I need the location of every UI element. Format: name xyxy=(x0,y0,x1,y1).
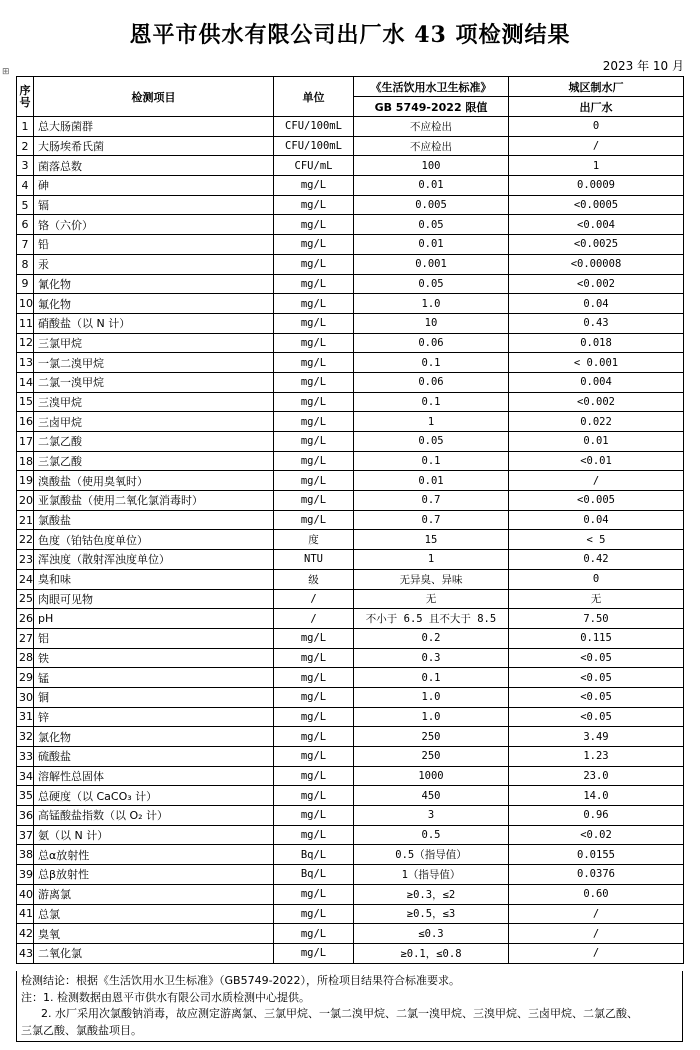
row-no: 34 xyxy=(17,766,34,786)
note-2-line-1: 2. 水厂采用次氯酸钠消毒，故应测定游离氯、三氯甲烷、一氯二溴甲烷、二氯一溴甲烷、三溴甲烷、三卤甲烷、二氯乙酸、 xyxy=(41,1007,638,1020)
row-limit: 3 xyxy=(354,806,509,826)
row-no: 10 xyxy=(17,294,34,314)
row-unit: mg/L xyxy=(274,235,354,255)
table-row xyxy=(17,530,684,550)
header-no: 序号 xyxy=(17,77,34,117)
row-unit: Bq/L xyxy=(274,865,354,885)
table-row xyxy=(17,865,684,885)
row-result: <0.05 xyxy=(509,707,684,727)
table-row xyxy=(17,687,684,707)
row-limit: 0.7 xyxy=(354,491,509,511)
row-limit: 0.05 xyxy=(354,274,509,294)
row-unit: mg/L xyxy=(274,432,354,452)
row-unit: mg/L xyxy=(274,491,354,511)
row-limit: 10 xyxy=(354,313,509,333)
row-result: / xyxy=(509,136,684,156)
row-no: 33 xyxy=(17,747,34,767)
table-row xyxy=(17,471,684,491)
row-unit: mg/L xyxy=(274,766,354,786)
row-limit: 1 xyxy=(354,412,509,432)
row-item: 亚氯酸盐（使用二氧化氯消毒时） xyxy=(34,491,274,511)
row-unit: mg/L xyxy=(274,274,354,294)
row-limit: 无异臭、异味 xyxy=(354,569,509,589)
row-no: 21 xyxy=(17,510,34,530)
report-date: 2023 年 10 月 xyxy=(602,59,684,73)
row-item: 铝 xyxy=(34,628,274,648)
row-no: 29 xyxy=(17,668,34,688)
table-row xyxy=(17,628,684,648)
table-row xyxy=(17,924,684,944)
row-result: / xyxy=(509,471,684,491)
row-unit: NTU xyxy=(274,550,354,570)
row-limit: 0.7 xyxy=(354,510,509,530)
row-limit: ≥0.3，≤2 xyxy=(354,884,509,904)
row-item: 大肠埃希氏菌 xyxy=(34,136,274,156)
row-no: 30 xyxy=(17,687,34,707)
row-item: 二氯乙酸 xyxy=(34,432,274,452)
row-unit: mg/L xyxy=(274,451,354,471)
row-result: <0.005 xyxy=(509,491,684,511)
row-item: 总α放射性 xyxy=(34,845,274,865)
page-title: 恩平市供水有限公司出厂水 43 项检测结果 xyxy=(129,22,571,48)
row-unit: 级 xyxy=(274,569,354,589)
table-row xyxy=(17,353,684,373)
row-unit: mg/L xyxy=(274,372,354,392)
header-plant-name: 城区制水厂 xyxy=(509,77,684,97)
row-limit: 不小于 6.5 且不大于 8.5 xyxy=(354,609,509,629)
row-item: 总氯 xyxy=(34,904,274,924)
row-unit: mg/L xyxy=(274,412,354,432)
row-limit: 0.001 xyxy=(354,254,509,274)
table-row xyxy=(17,215,684,235)
row-result: 0.60 xyxy=(509,884,684,904)
row-item: 游离氯 xyxy=(34,884,274,904)
row-item: 锌 xyxy=(34,707,274,727)
row-no: 12 xyxy=(17,333,34,353)
row-unit: mg/L xyxy=(274,353,354,373)
table-row xyxy=(17,668,684,688)
row-result: 0.04 xyxy=(509,510,684,530)
row-limit: ≥0.1，≤0.8 xyxy=(354,943,509,963)
table-row xyxy=(17,786,684,806)
table-row xyxy=(17,747,684,767)
note-1: 注：1. 检测数据由恩平市供水有限公司水质检测中心提供。 xyxy=(21,990,310,1004)
table-row xyxy=(17,845,684,865)
row-no: 28 xyxy=(17,648,34,668)
row-result: <0.01 xyxy=(509,451,684,471)
row-limit: 0.05 xyxy=(354,215,509,235)
row-unit: CFU/mL xyxy=(274,156,354,176)
row-limit: 无 xyxy=(354,589,509,609)
notes-section xyxy=(16,971,683,1042)
row-result: 14.0 xyxy=(509,786,684,806)
row-no: 5 xyxy=(17,195,34,215)
row-item: 溴酸盐（使用臭氧时） xyxy=(34,471,274,491)
row-item: 铜 xyxy=(34,687,274,707)
table-row xyxy=(17,432,684,452)
row-item: 溶解性总固体 xyxy=(34,766,274,786)
row-no: 32 xyxy=(17,727,34,747)
row-item: 氰化物 xyxy=(34,274,274,294)
row-item: 臭和味 xyxy=(34,569,274,589)
row-limit: ≤0.3 xyxy=(354,924,509,944)
row-no: 8 xyxy=(17,254,34,274)
row-item: 臭氧 xyxy=(34,924,274,944)
row-no: 31 xyxy=(17,707,34,727)
row-result: / xyxy=(509,904,684,924)
row-no: 15 xyxy=(17,392,34,412)
row-unit: mg/L xyxy=(274,668,354,688)
row-result: <0.02 xyxy=(509,825,684,845)
table-row xyxy=(17,451,684,471)
row-item: 汞 xyxy=(34,254,274,274)
table-row xyxy=(17,569,684,589)
row-item: 氯化物 xyxy=(34,727,274,747)
row-unit: mg/L xyxy=(274,176,354,196)
row-limit: 0.5（指导值） xyxy=(354,845,509,865)
row-result: 0.0009 xyxy=(509,176,684,196)
row-item: 三氯乙酸 xyxy=(34,451,274,471)
row-unit: 度 xyxy=(274,530,354,550)
row-limit: 0.005 xyxy=(354,195,509,215)
table-row xyxy=(17,136,684,156)
row-no: 37 xyxy=(17,825,34,845)
row-limit: 15 xyxy=(354,530,509,550)
row-unit: mg/L xyxy=(274,825,354,845)
row-item: 二氯一溴甲烷 xyxy=(34,372,274,392)
row-result: 0 xyxy=(509,569,684,589)
row-no: 22 xyxy=(17,530,34,550)
row-no: 20 xyxy=(17,491,34,511)
row-unit: CFU/100mL xyxy=(274,136,354,156)
row-unit: mg/L xyxy=(274,904,354,924)
table-row xyxy=(17,550,684,570)
row-result: <0.004 xyxy=(509,215,684,235)
row-limit: 100 xyxy=(354,156,509,176)
row-unit: mg/L xyxy=(274,648,354,668)
row-item: 总β放射性 xyxy=(34,865,274,885)
row-no: 16 xyxy=(17,412,34,432)
row-limit: 1.0 xyxy=(354,294,509,314)
table-row xyxy=(17,235,684,255)
row-no: 11 xyxy=(17,313,34,333)
table-row xyxy=(17,294,684,314)
table-row xyxy=(17,589,684,609)
row-result: 无 xyxy=(509,589,684,609)
row-limit: 1.0 xyxy=(354,687,509,707)
row-no: 7 xyxy=(17,235,34,255)
row-limit: 0.1 xyxy=(354,392,509,412)
row-item: 砷 xyxy=(34,176,274,196)
conclusion-text: 检测结论：根据《生活饮用水卫生标准》（GB5749-2022），所检项目结果符合标准要求。 xyxy=(21,974,461,987)
table-row xyxy=(17,195,684,215)
row-no: 24 xyxy=(17,569,34,589)
row-item: 二氧化氯 xyxy=(34,943,274,963)
row-result: 0.96 xyxy=(509,806,684,826)
row-result: <0.05 xyxy=(509,687,684,707)
row-item: 氟化物 xyxy=(34,294,274,314)
row-result: / xyxy=(509,943,684,963)
table-row xyxy=(17,825,684,845)
row-result: 0.0376 xyxy=(509,865,684,885)
header-unit: 单位 xyxy=(274,77,354,117)
row-unit: mg/L xyxy=(274,727,354,747)
table-row xyxy=(17,648,684,668)
row-limit: 0.1 xyxy=(354,451,509,471)
row-unit: / xyxy=(274,609,354,629)
table-row xyxy=(17,609,684,629)
table-anchor-icon[interactable]: ⊞ xyxy=(2,67,10,77)
row-limit: 0.3 xyxy=(354,648,509,668)
row-limit: 1.0 xyxy=(354,707,509,727)
table-row xyxy=(17,510,684,530)
row-item: 浑浊度（散射浑浊度单位） xyxy=(34,550,274,570)
table-row xyxy=(17,943,684,963)
row-no: 3 xyxy=(17,156,34,176)
row-item: 总大肠菌群 xyxy=(34,117,274,137)
header-standard-name: 《生活饮用水卫生标准》 xyxy=(354,77,509,97)
row-unit: mg/L xyxy=(274,333,354,353)
row-result: <0.0005 xyxy=(509,195,684,215)
row-unit: mg/L xyxy=(274,195,354,215)
row-item: 氨（以 N 计） xyxy=(34,825,274,845)
table-row xyxy=(17,392,684,412)
table-row xyxy=(17,766,684,786)
row-result: <0.00008 xyxy=(509,254,684,274)
row-result: 1 xyxy=(509,156,684,176)
table-row xyxy=(17,333,684,353)
row-result: < 5 xyxy=(509,530,684,550)
header-item: 检测项目 xyxy=(34,77,274,117)
row-unit: mg/L xyxy=(274,294,354,314)
note-2-line-2: 三氯乙酸、氯酸盐项目。 xyxy=(21,1023,142,1037)
row-result: 0.004 xyxy=(509,372,684,392)
header-standard-limit: GB 5749-2022 限值 xyxy=(354,97,509,117)
row-no: 38 xyxy=(17,845,34,865)
row-result: 0.42 xyxy=(509,550,684,570)
row-item: 锰 xyxy=(34,668,274,688)
row-limit: 0.01 xyxy=(354,176,509,196)
row-no: 2 xyxy=(17,136,34,156)
table-row xyxy=(17,372,684,392)
row-item: 一氯二溴甲烷 xyxy=(34,353,274,373)
table-row xyxy=(17,707,684,727)
row-no: 19 xyxy=(17,471,34,491)
row-no: 17 xyxy=(17,432,34,452)
row-unit: mg/L xyxy=(274,215,354,235)
table-row xyxy=(17,904,684,924)
row-no: 23 xyxy=(17,550,34,570)
row-limit: 0.1 xyxy=(354,668,509,688)
table-row xyxy=(17,176,684,196)
row-unit: mg/L xyxy=(274,786,354,806)
row-item: 色度（铂钴色度单位） xyxy=(34,530,274,550)
row-limit: 1（指导值） xyxy=(354,865,509,885)
row-limit: 不应检出 xyxy=(354,136,509,156)
table-row xyxy=(17,491,684,511)
row-limit: 0.01 xyxy=(354,471,509,491)
row-no: 9 xyxy=(17,274,34,294)
row-unit: CFU/100mL xyxy=(274,117,354,137)
row-unit: mg/L xyxy=(274,510,354,530)
row-limit: 不应检出 xyxy=(354,117,509,137)
table-row xyxy=(17,884,684,904)
row-result: <0.05 xyxy=(509,648,684,668)
row-item: 铅 xyxy=(34,235,274,255)
row-result: < 0.001 xyxy=(509,353,684,373)
row-item: 三溴甲烷 xyxy=(34,392,274,412)
row-result: 0.0155 xyxy=(509,845,684,865)
row-limit: 450 xyxy=(354,786,509,806)
row-item: 三氯甲烷 xyxy=(34,333,274,353)
row-result: 0.43 xyxy=(509,313,684,333)
row-limit: ≥0.5，≤3 xyxy=(354,904,509,924)
table-row xyxy=(17,156,684,176)
row-item: 镉 xyxy=(34,195,274,215)
row-limit: 0.1 xyxy=(354,353,509,373)
row-no: 35 xyxy=(17,786,34,806)
row-item: 高锰酸盐指数（以 O₂ 计） xyxy=(34,806,274,826)
table-row xyxy=(17,254,684,274)
row-no: 1 xyxy=(17,117,34,137)
row-limit: 0.05 xyxy=(354,432,509,452)
row-no: 14 xyxy=(17,372,34,392)
row-no: 39 xyxy=(17,865,34,885)
row-unit: mg/L xyxy=(274,254,354,274)
row-result: 0.01 xyxy=(509,432,684,452)
results-table xyxy=(16,76,684,964)
row-item: 三卤甲烷 xyxy=(34,412,274,432)
row-limit: 1000 xyxy=(354,766,509,786)
row-result: 0.018 xyxy=(509,333,684,353)
row-limit: 250 xyxy=(354,727,509,747)
row-no: 26 xyxy=(17,609,34,629)
row-result: 23.0 xyxy=(509,766,684,786)
row-result: 1.23 xyxy=(509,747,684,767)
row-result: / xyxy=(509,924,684,944)
row-limit: 0.06 xyxy=(354,333,509,353)
row-no: 40 xyxy=(17,884,34,904)
row-no: 6 xyxy=(17,215,34,235)
row-no: 42 xyxy=(17,924,34,944)
row-unit: mg/L xyxy=(274,471,354,491)
row-limit: 0.2 xyxy=(354,628,509,648)
row-result: 0.115 xyxy=(509,628,684,648)
row-no: 18 xyxy=(17,451,34,471)
row-item: 肉眼可见物 xyxy=(34,589,274,609)
row-item: 铬（六价） xyxy=(34,215,274,235)
row-result: 0 xyxy=(509,117,684,137)
table-body xyxy=(17,117,684,964)
row-limit: 1 xyxy=(354,550,509,570)
table-row xyxy=(17,412,684,432)
row-result: 3.49 xyxy=(509,727,684,747)
row-result: <0.05 xyxy=(509,668,684,688)
header-plant-water: 出厂水 xyxy=(509,97,684,117)
row-item: 铁 xyxy=(34,648,274,668)
row-result: <0.0025 xyxy=(509,235,684,255)
row-no: 43 xyxy=(17,943,34,963)
row-item: pH xyxy=(34,609,274,629)
row-limit: 0.5 xyxy=(354,825,509,845)
row-result: 7.50 xyxy=(509,609,684,629)
row-no: 41 xyxy=(17,904,34,924)
row-unit: Bq/L xyxy=(274,845,354,865)
row-result: 0.04 xyxy=(509,294,684,314)
row-item: 硫酸盐 xyxy=(34,747,274,767)
table-row xyxy=(17,806,684,826)
row-unit: mg/L xyxy=(274,392,354,412)
row-unit: mg/L xyxy=(274,806,354,826)
row-result: 0.022 xyxy=(509,412,684,432)
row-no: 36 xyxy=(17,806,34,826)
row-no: 27 xyxy=(17,628,34,648)
row-unit: mg/L xyxy=(274,628,354,648)
row-limit: 250 xyxy=(354,747,509,767)
row-limit: 0.06 xyxy=(354,372,509,392)
row-item: 硝酸盐（以 N 计） xyxy=(34,313,274,333)
row-unit: mg/L xyxy=(274,943,354,963)
table-row xyxy=(17,117,684,137)
row-unit: mg/L xyxy=(274,707,354,727)
row-unit: mg/L xyxy=(274,747,354,767)
row-unit: mg/L xyxy=(274,313,354,333)
row-item: 菌落总数 xyxy=(34,156,274,176)
table-row xyxy=(17,313,684,333)
row-result: <0.002 xyxy=(509,274,684,294)
row-no: 25 xyxy=(17,589,34,609)
row-item: 总硬度（以 CaCO₃ 计） xyxy=(34,786,274,806)
row-no: 4 xyxy=(17,176,34,196)
row-unit: mg/L xyxy=(274,687,354,707)
row-no: 13 xyxy=(17,353,34,373)
row-item: 氯酸盐 xyxy=(34,510,274,530)
row-limit: 0.01 xyxy=(354,235,509,255)
row-unit: mg/L xyxy=(274,924,354,944)
row-unit: mg/L xyxy=(274,884,354,904)
row-result: <0.002 xyxy=(509,392,684,412)
row-unit: / xyxy=(274,589,354,609)
table-row xyxy=(17,274,684,294)
table-row xyxy=(17,727,684,747)
